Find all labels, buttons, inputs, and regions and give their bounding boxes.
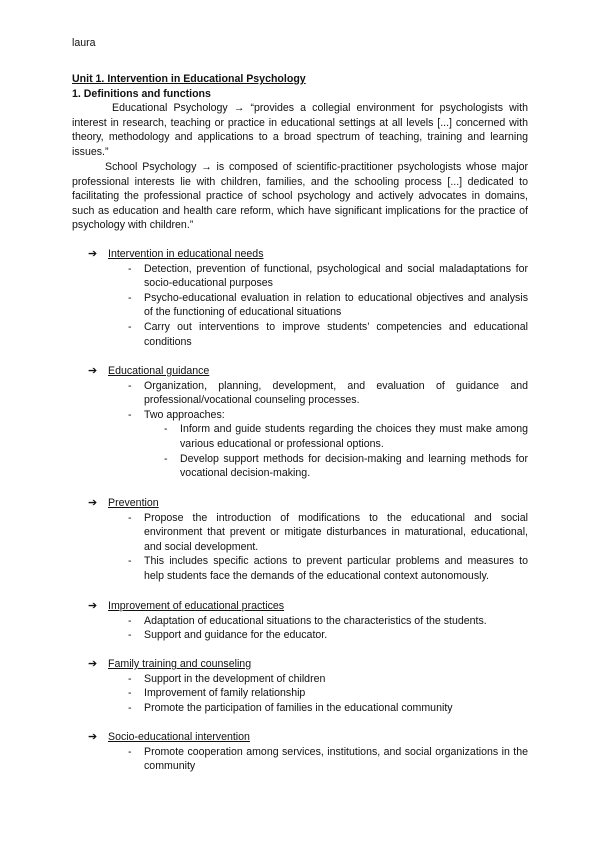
topic-heading bbox=[88, 247, 528, 262]
dash-bullet: - bbox=[128, 262, 132, 275]
topic-family-training-counseling bbox=[88, 657, 528, 715]
list-item-text: Carry out interventions to improve students’ competencies and educational conditions bbox=[144, 320, 528, 348]
arrow-bullet-icon: ➔ bbox=[88, 497, 98, 509]
topic-item-list bbox=[88, 745, 528, 774]
school-psychology-definition: School Psychology → is composed of scientific-practitioner psychologists whose major professional interests lie with children, families, and the schooling process [...] dedicated to facilitating the professional practice of school psychology and actively advocates in domains, such as education and health care reform, which have significant implications for the practice of psychology with children.” bbox=[72, 161, 528, 232]
topic-item-list bbox=[88, 672, 528, 716]
topic-label: Family training and counseling bbox=[108, 658, 252, 670]
dash-bullet: - bbox=[128, 745, 132, 758]
topic-prevention bbox=[88, 496, 528, 584]
section-title: 1. Definitions and functions bbox=[72, 87, 211, 100]
list-item bbox=[88, 628, 528, 643]
list-item bbox=[88, 511, 528, 555]
dash-bullet: - bbox=[128, 555, 132, 568]
topic-heading bbox=[88, 730, 528, 745]
dash-bullet: - bbox=[128, 320, 132, 333]
unit-title: Unit 1. Intervention in Educational Psychology bbox=[72, 73, 306, 85]
topic-item-list bbox=[88, 614, 528, 643]
list-item bbox=[88, 614, 528, 629]
topic-label: Educational guidance bbox=[108, 365, 210, 377]
dash-bullet: - bbox=[128, 701, 132, 714]
list-item bbox=[88, 745, 528, 774]
list-item bbox=[88, 379, 528, 408]
list-item bbox=[88, 408, 528, 481]
topic-label: Improvement of educational practices bbox=[108, 600, 285, 612]
dash-bullet: - bbox=[164, 452, 168, 465]
list-item bbox=[88, 554, 528, 583]
topic-intervention-educational-needs bbox=[88, 247, 528, 349]
list-item bbox=[88, 701, 528, 716]
arrow-bullet-icon: ➔ bbox=[88, 731, 98, 743]
topic-item-list bbox=[88, 379, 528, 481]
topic-heading bbox=[88, 364, 528, 379]
sub-list-item bbox=[88, 452, 528, 481]
dash-bullet: - bbox=[128, 408, 132, 421]
list-item bbox=[88, 686, 528, 701]
list-item bbox=[88, 672, 528, 687]
dash-bullet: - bbox=[128, 291, 132, 304]
arrow-bullet-icon: ➔ bbox=[88, 365, 98, 377]
topic-label: Prevention bbox=[108, 497, 159, 509]
arrow-bullet-icon: ➔ bbox=[88, 600, 98, 612]
sub-list-item bbox=[88, 422, 528, 451]
list-item-text: Promote the participation of families in the educational community bbox=[144, 701, 453, 714]
dash-bullet: - bbox=[128, 672, 132, 685]
topic-educational-guidance bbox=[88, 364, 528, 481]
list-item-text: Two approaches: bbox=[144, 408, 225, 421]
list-item-text: Support and guidance for the educator. bbox=[144, 629, 328, 642]
list-item-text: This includes specific actions to prevent particular problems and measures to help students face the demands of the educational context autonomously. bbox=[144, 555, 528, 582]
list-item-text: Detection, prevention of functional, psychological and social maladaptations for socio-educational purposes bbox=[144, 262, 528, 290]
sub-list-item-text: Develop support methods for decision-making and learning methods for vocational decision-making. bbox=[180, 452, 528, 480]
topic-label: Intervention in educational needs bbox=[108, 248, 264, 260]
dash-bullet: - bbox=[128, 687, 132, 700]
sub-list-item-text: Inform and guide students regarding the choices they must make among various educational or professional options. bbox=[180, 423, 528, 450]
list-item-text: Improvement of family relationship bbox=[144, 687, 306, 700]
topic-item-list bbox=[88, 262, 528, 350]
sub-item-list bbox=[144, 422, 528, 480]
topic-socio-educational-intervention bbox=[88, 730, 528, 774]
dash-bullet: - bbox=[128, 614, 132, 627]
topic-heading bbox=[88, 657, 528, 672]
topic-label: Socio-educational intervention bbox=[108, 731, 250, 743]
dash-bullet: - bbox=[128, 511, 132, 524]
arrow-bullet-icon: ➔ bbox=[88, 658, 98, 670]
list-item-text: Psycho-educational evaluation in relation to educational objectives and analysis of the functioning of educational situations bbox=[144, 291, 528, 319]
dash-bullet: - bbox=[128, 379, 132, 392]
list-item bbox=[88, 262, 528, 291]
topic-item-list bbox=[88, 511, 528, 584]
list-item-text: Organization, planning, development, and evaluation of guidance and professional/vocational counseling processes. bbox=[144, 379, 528, 407]
list-item-text: Adaptation of educational situations to the characteristics of the students. bbox=[144, 614, 487, 627]
topic-heading bbox=[88, 599, 528, 614]
dash-bullet: - bbox=[128, 629, 132, 642]
list-item bbox=[88, 291, 528, 320]
author-name: laura bbox=[72, 37, 96, 49]
dash-bullet: - bbox=[164, 423, 168, 436]
topic-improvement-educational-practices bbox=[88, 599, 528, 643]
educational-psychology-definition: Educational Psychology → “provides a collegial environment for psychologists with interest in research, teaching or practice in educational settings at all levels [...] concerned with theory, methodology and applications to a broad spectrum of teaching, training and learning issues.” bbox=[72, 102, 528, 158]
list-item-text: Support in the development of children bbox=[144, 672, 326, 685]
arrow-bullet-icon: ➔ bbox=[88, 248, 98, 260]
list-item bbox=[88, 320, 528, 349]
list-item-text: Promote cooperation among services, institutions, and social organizations in the community bbox=[144, 745, 528, 773]
list-item-text: Propose the introduction of modifications to the educational and social environment that prevent or mitigate disturbances in maturational, educational, and social development. bbox=[144, 511, 528, 553]
topic-heading bbox=[88, 496, 528, 511]
